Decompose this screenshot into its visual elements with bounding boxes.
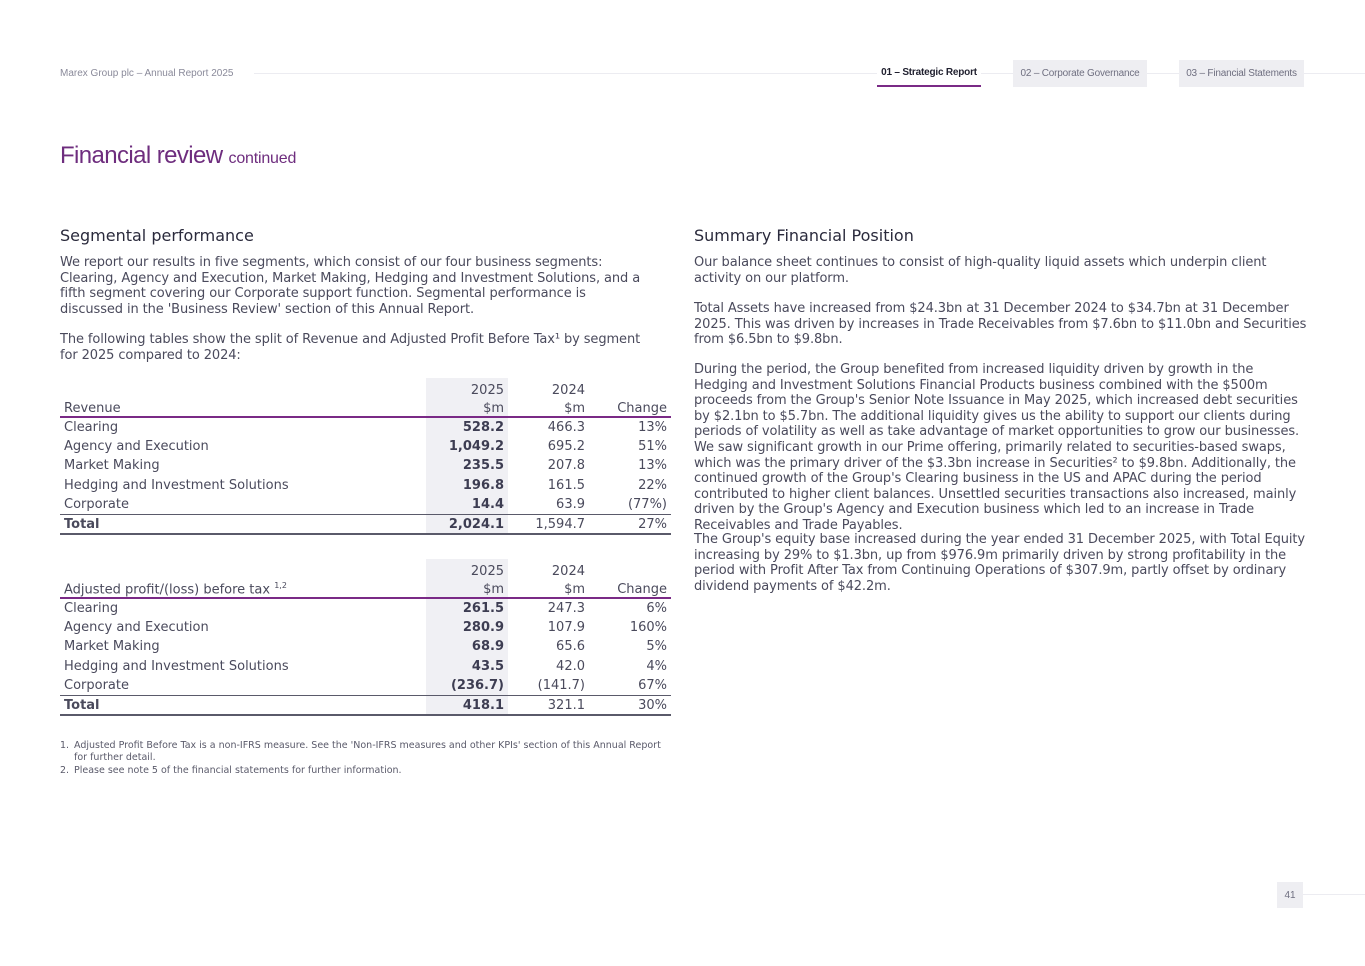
- tab-financial-statements[interactable]: 03 – Financial Statements: [1179, 60, 1304, 87]
- revenue-change-header: Change: [589, 398, 671, 418]
- value-change: 4%: [646, 658, 667, 674]
- footnote-number: 2.: [60, 765, 70, 776]
- profit-year-2025: 2025: [426, 559, 508, 579]
- revenue-label: Revenue: [60, 398, 426, 418]
- row-label: Clearing: [64, 600, 119, 616]
- row-label: Corporate: [64, 497, 129, 512]
- summary-paragraph-2: Total Assets have increased from $24.3bn at 31 December 2024 to $34.7bn at 31 December 2025. This was driven by increases in Trade Receivables from $7.6bn to $11.0bn and Securities from $6.5bn to $9.8bn.: [694, 301, 1307, 348]
- value-change: 5%: [646, 639, 667, 655]
- total-2025: 418.1: [426, 696, 508, 716]
- value-change: 13%: [638, 458, 667, 474]
- profit-unit-2025: $m: [426, 579, 508, 599]
- total-row: [60, 696, 671, 716]
- value-2024: (141.7): [537, 678, 585, 693]
- row-label: Market Making: [64, 639, 160, 655]
- summary-paragraph-3: During the period, the Group benefited from increased liquidity driven by growth in the Hedging and Investment Solutions Financial Products business combined with the $500m proceeds from the Group's Senior Note Issuance in May 2025, which increased debt securities by $2.1bn to $5.7bn. The additional liquidity gives us the ability to support our clients during periods of volatility as well as take advantage of market opportunities to grow our businesses. We saw significant growth in our Prime offering, primarily related to securities-based swaps, which was the primary driver of the $3.3bn increase in Securities² to $9.8bn. Additionally, the continued growth of the Group's Clearing business in the US and APAC during the period contributed to higher client balances. Unsettled securities transactions also increased, mainly driven by the Group's Agency and Execution business which led to an increase in Trade Receivables and Trade Payables.: [694, 362, 1300, 533]
- value-2024: 161.5: [547, 477, 585, 493]
- page-title-suffix: continued: [228, 150, 297, 167]
- value-2025: 235.5: [426, 456, 508, 476]
- row-label: Clearing: [64, 419, 119, 435]
- tab-corporate-governance[interactable]: 02 – Corporate Governance: [1013, 60, 1147, 87]
- table-row: [60, 476, 671, 496]
- value-change: 22%: [638, 477, 667, 493]
- profit-label-cell: [60, 579, 426, 599]
- summary-heading: Summary Financial Position: [694, 226, 914, 245]
- revenue-year-2025: 2025: [426, 378, 508, 398]
- value-change: 6%: [646, 600, 667, 616]
- value-2024: 207.8: [547, 458, 585, 474]
- total-2025: 2,024.1: [426, 515, 508, 535]
- revenue-unit-2025: $m: [426, 398, 508, 418]
- profit-label: Adjusted profit/(loss) before tax: [64, 582, 271, 597]
- table-row: [60, 657, 671, 677]
- page-number: 41: [1277, 882, 1303, 908]
- total-2024: 321.1: [508, 696, 589, 716]
- revenue-year-2024: 2024: [551, 382, 585, 398]
- footnote: [60, 765, 670, 777]
- total-label: Total: [60, 696, 426, 716]
- value-change: 13%: [638, 419, 667, 435]
- table-row: [60, 417, 671, 437]
- value-2025: 280.9: [426, 618, 508, 638]
- page-title: [60, 142, 296, 170]
- table-row: [60, 618, 671, 638]
- total-2024: 1,594.7: [508, 515, 589, 535]
- revenue-table: [60, 378, 671, 535]
- value-2025: 43.5: [426, 657, 508, 677]
- total-label: Total: [60, 515, 426, 535]
- table-row: [60, 495, 671, 515]
- value-2025: 1,049.2: [426, 437, 508, 457]
- total-change: 30%: [589, 696, 671, 716]
- summary-paragraph-1: Our balance sheet continues to consist of high-quality liquid assets which underpin client activity on our platform.: [694, 255, 1267, 286]
- profit-change-header: Change: [589, 579, 671, 599]
- table-row: [60, 637, 671, 657]
- value-2024: 466.3: [547, 419, 585, 435]
- profit-label-footnote: 1,2: [274, 580, 287, 590]
- value-2025: 68.9: [426, 637, 508, 657]
- value-2025: (236.7): [426, 676, 508, 696]
- row-label: Hedging and Investment Solutions: [64, 477, 289, 493]
- value-change: (77%): [627, 497, 667, 512]
- row-label: Agency and Execution: [64, 438, 209, 454]
- footer-rule: [1303, 894, 1365, 895]
- profit-year-2024: 2024: [551, 563, 585, 579]
- table-row: [60, 437, 671, 457]
- footnote: [60, 740, 670, 763]
- value-2024: 63.9: [556, 497, 585, 512]
- value-2024: 247.3: [547, 600, 585, 616]
- segmental-heading: Segmental performance: [60, 226, 254, 245]
- value-2025: 528.2: [426, 417, 508, 437]
- value-change: 67%: [638, 678, 667, 693]
- profit-unit-2024: $m: [508, 579, 589, 599]
- tab-strategic-report[interactable]: 01 – Strategic Report: [877, 60, 981, 87]
- segmental-paragraph-2: The following tables show the split of Revenue and Adjusted Profit Before Tax¹ by segment for 2025 compared to 2024:: [60, 332, 641, 363]
- document-label: Marex Group plc – Annual Report 2025: [60, 68, 241, 79]
- footnote-text: Adjusted Profit Before Tax is a non-IFRS measure. See the 'Non-IFRS measures and other KPIs' section of this Annual Report for further detail.: [74, 740, 661, 763]
- row-label: Market Making: [64, 458, 160, 474]
- footnote-text: Please see note 5 of the financial statements for further information.: [74, 765, 402, 776]
- value-2025: 14.4: [426, 495, 508, 515]
- table-row: [60, 676, 671, 696]
- value-2024: 107.9: [547, 619, 585, 635]
- segmental-paragraph-1: We report our results in five segments, which consist of our four business segments: Clearing, Agency and Execution, Market Making, Hedging and Investment Solutions, and a fifth segment covering our Corporate support function. Segmental performance is discussed in the 'Business Review' section of this Annual Report.: [60, 255, 641, 317]
- page-title-main: Financial review: [60, 142, 223, 169]
- row-label: Agency and Execution: [64, 619, 209, 635]
- row-label: Hedging and Investment Solutions: [64, 658, 289, 674]
- value-2024: 65.6: [556, 639, 585, 655]
- total-row: [60, 515, 671, 535]
- row-label: Corporate: [64, 678, 129, 693]
- adjusted-profit-table: [60, 559, 671, 716]
- revenue-unit-2024: $m: [508, 398, 589, 418]
- value-2024: 695.2: [547, 438, 585, 454]
- value-change: 160%: [629, 619, 667, 635]
- table-row: [60, 598, 671, 618]
- summary-paragraph-4: The Group's equity base increased during the year ended 31 December 2025, with Total Equity increasing by 29% to $1.3bn, up from $976.9m primarily driven by strong profitability in the period with Profit After Tax from Continuing Operations of $307.9m, partly offset by ordinary dividend payments of $42.2m.: [694, 532, 1306, 594]
- total-change: 27%: [589, 515, 671, 535]
- table-row: [60, 456, 671, 476]
- value-2024: 42.0: [556, 658, 585, 674]
- value-2025: 261.5: [426, 598, 508, 618]
- value-change: 51%: [638, 438, 667, 454]
- value-2025: 196.8: [426, 476, 508, 496]
- footnote-number: 1.: [60, 740, 70, 751]
